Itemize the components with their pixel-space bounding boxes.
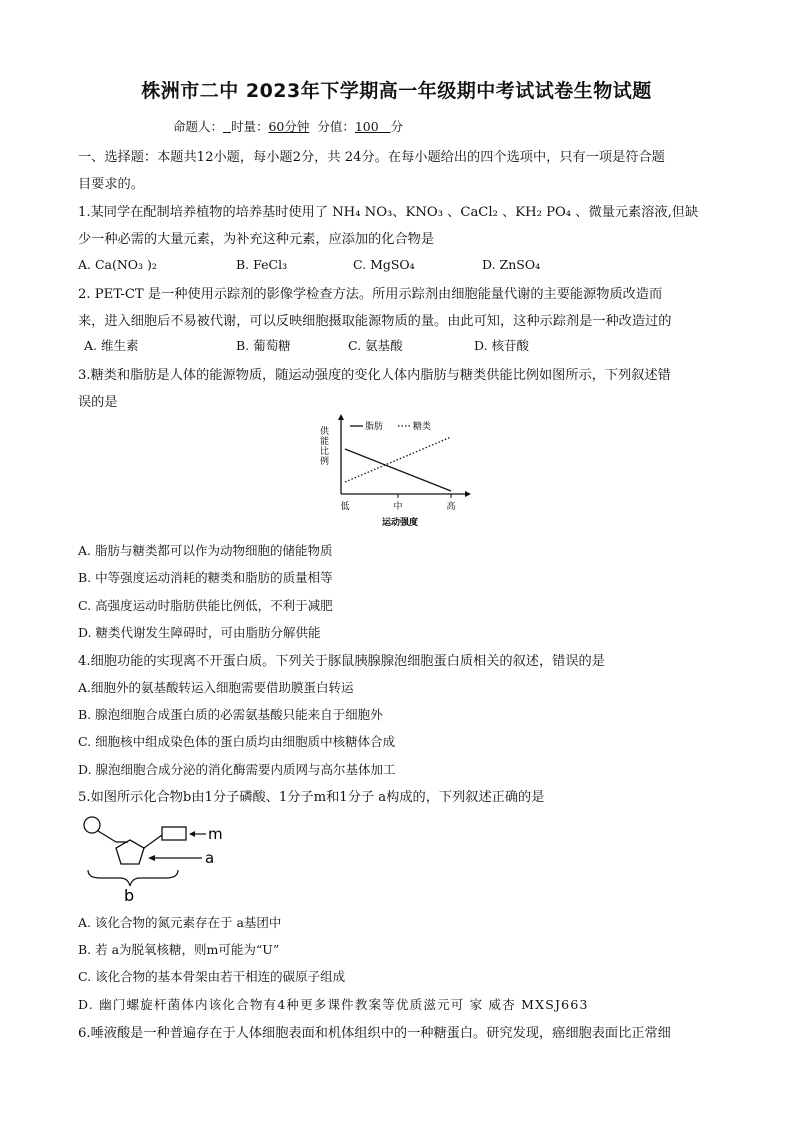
chart-ylabel: 供能比例: [318, 426, 328, 466]
score-value: 100: [354, 119, 379, 134]
q1-stem-line1: 1.某同学在配制培养植物的培养基时使用了 NH₄ NO₃、KNO₃ 、CaCl₂ 、KH₂ PO₄ 、微量元素溶液,但缺: [78, 205, 699, 220]
q2-option-d: D. 核苷酸: [474, 338, 530, 353]
q4-option-a: A.细胞外的氨基酸转运入细胞需要借助膜蛋白转运: [78, 680, 354, 695]
b-brace: [88, 870, 178, 886]
legend-fat-label: 脂肪: [365, 422, 384, 432]
m-arrowhead: [189, 831, 195, 837]
tick-high-label: 高: [446, 502, 456, 512]
q4-option-b: B. 腺泡细胞合成蛋白质的必需氨基酸只能来自于细胞外: [78, 707, 383, 722]
q5-option-d: D. 幽门螺旋杆菌体内该化合物有4种更多课件教案等优质滋元可 家 威杏 MXSJ663: [78, 997, 589, 1012]
q3-option-c: C. 高强度运动时脂肪供能比例低，不利于减肥: [78, 598, 333, 613]
base-rect: [162, 827, 186, 840]
m-label: m: [208, 825, 223, 843]
q5-option-b: B. 若 a为脱氧核糖，则m可能为“U”: [78, 942, 280, 957]
exam-title: 株洲市二中 2023年下学期高一年级期中考试试卷生物试题: [141, 80, 652, 102]
q1-option-c: C. MgSO₄: [353, 257, 415, 272]
b-label: b: [124, 886, 135, 905]
phosphate-bond: [98, 831, 116, 842]
chart-xlabel: 运动强度: [381, 518, 419, 528]
exam-meta: [173, 117, 403, 135]
legend-sugar-label: 糖类: [413, 422, 432, 432]
section1-instructions-line2: 目要求的。: [78, 177, 144, 192]
q4-stem: 4.细胞功能的实现离不开蛋白质。下列关于豚鼠胰腺腺泡细胞蛋白质相关的叙述，错误的是: [78, 654, 605, 669]
q5-stem: 5.如图所示化合物b由1分子磷酸、1分子m和1分子 a构成的，下列叙述正确的是: [78, 790, 545, 805]
q6-stem: 6.唾液酸是一种普遍存在于人体细胞表面和机体组织中的一种糖蛋白。研究发现，癌细胞表面比正常细: [78, 1026, 671, 1041]
time-value: 60分钟: [268, 119, 310, 134]
q3-option-a: A. 脂肪与糖类都可以作为动物细胞的储能物质: [78, 543, 333, 558]
chart-y-arrow: [338, 414, 344, 420]
tick-mid-label: 中: [393, 502, 403, 512]
q1-option-a: A. Ca(NO₃ )₂: [78, 257, 157, 272]
setter-value: [223, 119, 231, 134]
q3-option-d: D. 糖类代谢发生障碍时，可由脂肪分解供能: [78, 625, 321, 640]
q2-option-a: A. 维生素: [84, 338, 139, 353]
q3-option-b: B. 中等强度运动消耗的糖类和脂肪的质量相等: [78, 570, 333, 585]
a-label: a: [205, 849, 215, 867]
q2-option-b: B. 葡萄糖: [236, 338, 291, 353]
nucleotide-figure: [78, 808, 248, 908]
q4-option-d: D. 腺泡细胞合成分泌的消化酶需要内质网与高尔基体加工: [78, 762, 396, 777]
q4-option-c: C. 细胞核中组成染色体的蛋白质均由细胞质中核糖体合成: [78, 734, 396, 749]
pentose-ring: [116, 840, 144, 864]
q1-option-d: D. ZnSO₄: [482, 257, 541, 272]
series-sugar-line: [345, 437, 451, 482]
score-unit: 分: [390, 119, 404, 134]
phosphate-circle: [84, 817, 100, 833]
score-label: 分值：: [317, 119, 355, 134]
time-label: 时量：: [230, 119, 269, 134]
energy-ratio-chart: [318, 412, 478, 532]
a-arrowhead: [148, 855, 155, 861]
base-bond: [144, 835, 162, 848]
q1-option-b: B. FeCl₃: [236, 257, 288, 272]
q3-stem-line2: 误的是: [78, 395, 118, 410]
q5-option-a: A. 该化合物的氮元素存在于 a基团中: [78, 915, 282, 930]
setter-label: 命题人：: [173, 119, 224, 134]
q1-stem-line2: 少一种必需的大量元素，为补充这种元素，应添加的化合物是: [78, 232, 435, 247]
section1-instructions-line1: 一、选择题：本题共12小题，每小题2分，共 24分。在每小题给出的四个选项中，只有一项是符合题: [78, 150, 665, 165]
tick-low-label: 低: [340, 502, 350, 512]
q2-stem-line1: 2. PET-CT 是一种使用示踪剂的影像学检查方法。所用示踪剂由细胞能量代谢的主要能源物质改造而: [78, 287, 663, 302]
q5-option-c: C. 该化合物的基本骨架由若干相连的碳原子组成: [78, 969, 346, 984]
chart-x-arrow: [465, 491, 471, 497]
q3-stem-line1: 3.糖类和脂肪是人体的能源物质，随运动强度的变化人体内脂肪与糖类供能比例如图所示，下列叙述错: [78, 368, 671, 383]
series-fat-line: [345, 449, 451, 491]
q2-stem-line2: 来，进入细胞后不易被代谢，可以反映细胞摄取能源物质的量。由此可知，这种示踪剂是一种改造过的: [78, 314, 672, 329]
q2-option-c: C. 氨基酸: [348, 338, 403, 353]
